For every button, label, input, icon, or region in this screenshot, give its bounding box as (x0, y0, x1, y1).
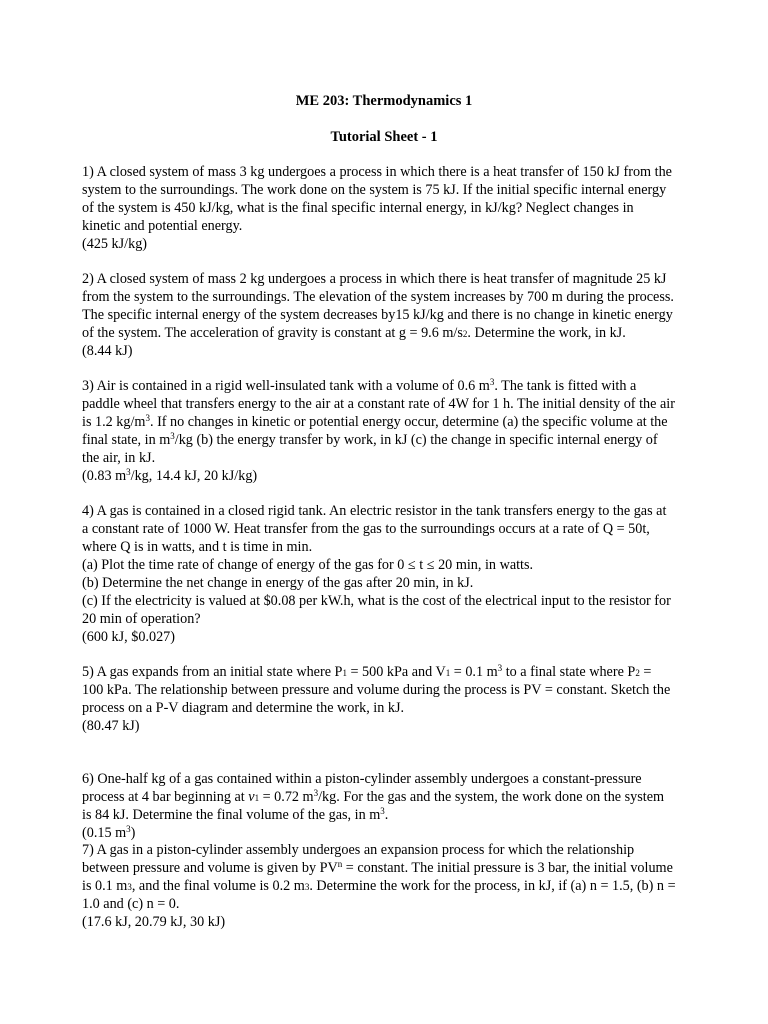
problem-4-line-4: (a) Plot the time rate of change of energy of the gas for 0 ≤ t ≤ 20 min, in watts. (82, 557, 534, 573)
problem-7-line-4: 1.0 and (c) n = 0. (82, 896, 180, 912)
problem-5 (82, 663, 712, 735)
problem-5-answer: (80.47 kJ) (82, 718, 140, 734)
problem-2-line-3: The specific internal energy of the system decreases by15 kJ/kg and there is no change in kinetic energy (82, 307, 673, 323)
problem-5-line-1: 5) A gas expands from an initial state where P1 = 500 kPa and V1 = 0.1 $m^3$ to a final state where P2 = (82, 663, 652, 680)
problem-2-line-4: of the system. The acceleration of gravity is constant at g = 9.6 m/s2. Determine the work, in kJ. (82, 325, 626, 341)
problem-3-answer: (0.83 $m^3/kg$, 14.4 kJ, 20 kJ/kg) (82, 467, 258, 484)
problem-2-answer: (8.44 kJ) (82, 343, 133, 359)
problem-4-answer: (600 kJ, $0.027) (82, 629, 176, 645)
problem-2-line-2: from the system to the surroundings. The elevation of the system increases by 700 m during the process. (82, 289, 674, 305)
problem-7-line-1: 7) A gas in a piston-cylinder assembly undergoes an expansion process for which the relationship (82, 842, 635, 858)
problem-1-line-1: 1) A closed system of mass 3 kg undergoes a process in which there is a heat transfer of 150 kJ from the (82, 164, 672, 180)
problem-3-line-1: 3) Air is contained in a rigid well-insulated tank with a volume of 0.6 $m^3$. The tank is fitted with a (82, 377, 637, 394)
course-title: ME 203: Thermodynamics 1 (295, 93, 473, 109)
problem-6-line-3: is 84 kJ. Determine the final volume of the gas, in $m^3$. (82, 806, 389, 823)
problem-4-line-7: 20 min of operation? (82, 611, 201, 627)
problem-4-line-6: (c) If the electricity is valued at $0.08 per kW.h, what is the cost of the electrical input to the resistor for (82, 593, 671, 609)
problem-7-answer: (17.6 kJ, 20.79 kJ, 30 kJ) (82, 914, 226, 930)
problem-6-line-2: process at 4 bar beginning at v1 = 0.72 $m^3/kg$. For the gas and the system, the work done on the system (82, 788, 665, 805)
problem-3-line-3: is 1.2 $kg/m^3$. If no changes in kinetic or potential energy occur, determine (a) the specific volume at the (82, 413, 668, 430)
problem-5-line-3: process on a P-V diagram and determine the work, in kJ. (82, 700, 405, 716)
problem-7 (82, 841, 712, 931)
problem-2-line-1: 2) A closed system of mass 2 kg undergoes a process in which there is heat transfer of magnitude 25 kJ (82, 271, 667, 287)
problem-6-answer: (0.15 $m^3$) (82, 824, 136, 841)
sheet-title: Tutorial Sheet - 1 (330, 129, 438, 145)
problem-6 (82, 770, 712, 842)
problem-1 (82, 163, 712, 253)
problem-4-line-1: 4) A gas is contained in a closed rigid tank. An electric resistor in the tank transfers energy to the gas at (82, 503, 667, 519)
problem-3-line-4: final state, in $m^3/kg$ (b) the energy transfer by work, in kJ (c) the change in specific internal energy of (82, 431, 658, 448)
problem-4-line-2: a constant rate of 1000 W. Heat transfer from the gas to the surroundings occurs at a rate of Q = 50t, (82, 521, 650, 537)
problem-1-line-2: system to the surroundings. The work done on the system is 75 kJ. If the initial specific internal energy (82, 182, 667, 198)
problem-1-answer: (425 kJ/kg) (82, 236, 148, 252)
problem-5-line-2: 100 kPa. The relationship between pressure and volume during the process is PV = constant. Sketch the (82, 682, 671, 698)
problem-1-line-3: of the system is 450 kJ/kg, what is the final specific internal energy, in kJ/kg? Neglect changes in (82, 200, 634, 216)
problem-4 (82, 502, 712, 646)
problem-1-line-4: kinetic and potential energy. (82, 218, 243, 234)
problem-7-line-2: between pressure and volume is given by $PV^n$ = constant. The initial pressure is 3 bar, the initial volume (82, 859, 673, 876)
problem-2 (82, 270, 712, 360)
problem-3-line-5: the air, in kJ. (82, 450, 156, 466)
problem-3 (82, 377, 712, 485)
problem-4-line-5: (b) Determine the net change in energy of the gas after 20 min, in kJ. (82, 575, 474, 591)
problem-6-line-1: 6) One-half kg of a gas contained within a piston-cylinder assembly undergoes a constant-pressure (82, 771, 642, 787)
problem-3-line-2: paddle wheel that transfers energy to the air at a constant rate of 4W for 1 h. The initial density of the air (82, 396, 675, 412)
problem-7-line-3: is 0.1 m3, and the final volume is 0.2 m3. Determine the work for the process, in kJ, if (a) n = 1.5, (b) n = (82, 878, 676, 894)
problem-4-line-3: where Q is in watts, and t is time in min. (82, 539, 313, 555)
